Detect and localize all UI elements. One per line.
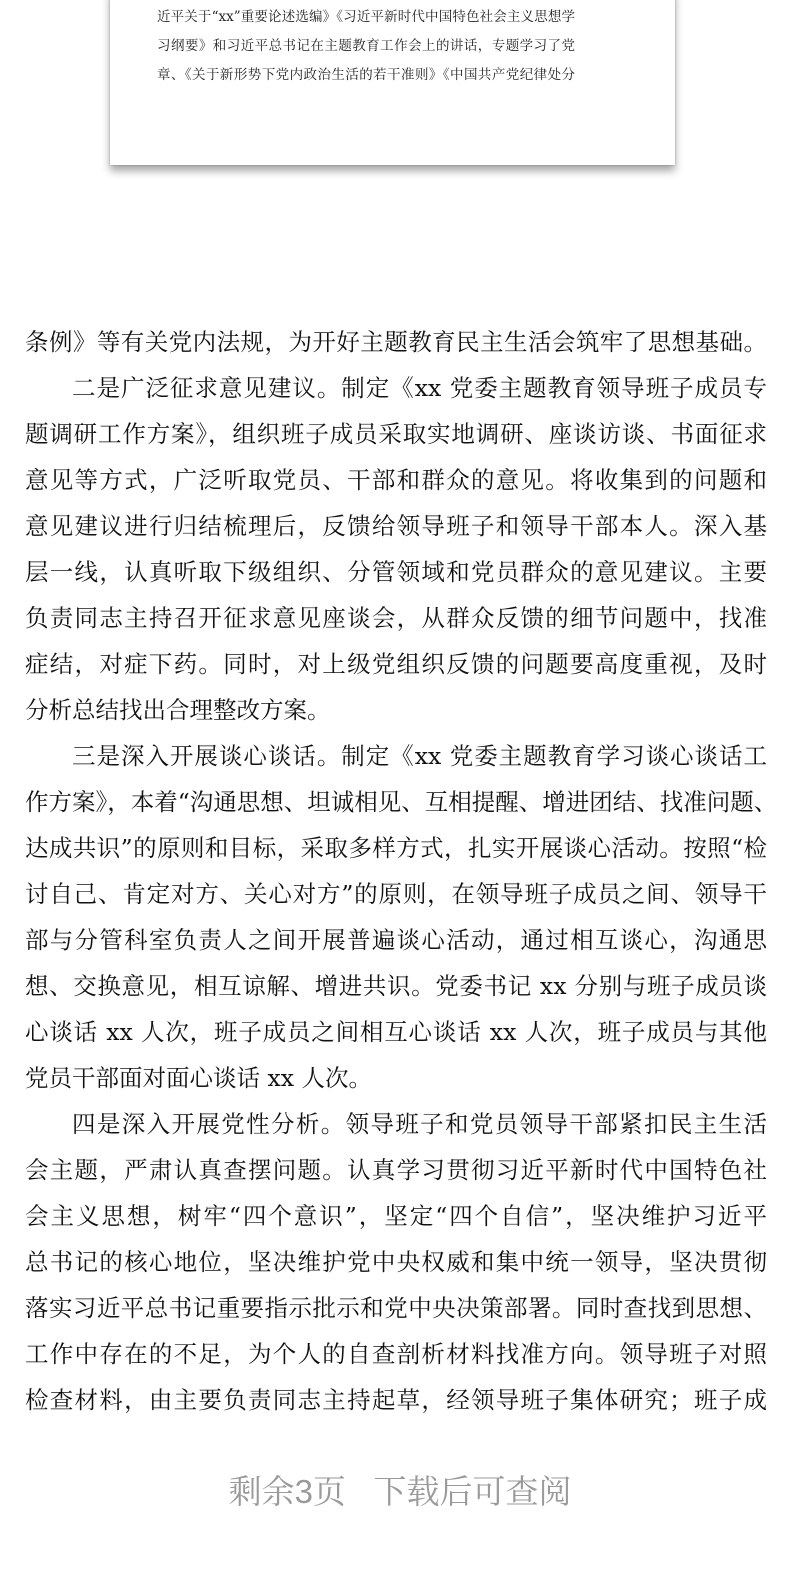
text-line: 检查材料，由主要负责同志主持起草，经领导班子集体研究；班子成 — [25, 1386, 767, 1414]
text-line: 负责同志主持召开征求意见座谈会，从群众反馈的细节问题中，找准 — [25, 604, 767, 632]
text-line: 层一线，认真听取下级组织、分管领域和党员群众的意见建议。主要 — [25, 558, 767, 586]
text-line: 达成共识”的原则和目标，采取多样方式，扎实开展谈心活动。按照“检 — [25, 834, 767, 862]
text-line: 想、交换意见，相互谅解、增进共识。党委书记 xx 分别与班子成员谈 — [25, 972, 767, 1000]
text-line: 心谈话 xx 人次，班子成员之间相互心谈话 xx 人次，班子成员与其他 — [25, 1018, 767, 1046]
text-line: 题调研工作方案》，组织班子成员采取实地调研、座谈访谈、书面征求 — [25, 420, 767, 448]
text-line: 落实习近平总书记重要指示批示和党中央决策部署。同时查找到思想、 — [25, 1294, 767, 1322]
text-line: 作方案》，本着“沟通思想、坦诚相见、互相提醒、增进团结、找准问题、 — [25, 788, 778, 816]
text-line: 工作中存在的不足，为个人的自查剖析材料找准方向。领导班子对照 — [25, 1340, 767, 1368]
download-to-read-prompt[interactable] — [0, 1466, 800, 1513]
paragraph-start-line: 三是深入开展谈心谈话。制定《xx 党委主题教育学习谈心谈话工 — [72, 742, 767, 770]
text-line: 意见建议进行归结梳理后，反馈给领导班子和领导干部本人。深入基 — [25, 512, 767, 540]
text-line: 症结，对症下药。同时，对上级党组织反馈的问题要高度重视，及时 — [25, 650, 767, 678]
card-text-line: 章、《关于新形势下党内政治生活的若干准则》《中国共产党纪律处分 — [157, 67, 575, 83]
card-text-line: 习纲要》和习近平总书记在主题教育工作会上的讲话，专题学习了党 — [157, 38, 575, 54]
paragraph-end-line: 党员干部面对面心谈话 xx 人次。 — [25, 1064, 372, 1092]
text-line: 总书记的核心地位，坚决维护党中央权威和集中统一领导，坚决贯彻 — [25, 1248, 767, 1276]
card-text-line: 近平关于“xx”重要论述选编》《习近平新时代中国特色社会主义思想学 — [157, 9, 575, 25]
preview-page-card — [110, 0, 675, 165]
paragraph-end-line: 分析总结找出合理整改方案。 — [25, 696, 331, 724]
text-line: 讨自己、肯定对方、关心对方”的原则，在领导班子成员之间、领导干 — [25, 880, 767, 908]
text-line: 条例》等有关党内法规，为开好主题教育民主生活会筑牢了思想基础。 — [25, 328, 767, 356]
remaining-pages-text: 剩余3页 — [228, 1473, 346, 1510]
download-hint-text: 下载后可查阅 — [373, 1473, 572, 1510]
paragraph-start-line: 四是深入开展党性分析。领导班子和党员领导干部紧扣民主生活 — [72, 1110, 767, 1138]
text-line: 会主题，严肃认真查摆问题。认真学习贯彻习近平新时代中国特色社 — [25, 1156, 767, 1184]
paragraph-start-line: 二是广泛征求意见建议。制定《xx 党委主题教育领导班子成员专 — [72, 374, 767, 402]
text-line: 意见等方式，广泛听取党员、干部和群众的意见。将收集到的问题和 — [25, 466, 767, 494]
text-line: 部与分管科室负责人之间开展普遍谈心活动，通过相互谈心，沟通思 — [25, 926, 767, 954]
document-body — [25, 319, 778, 1423]
text-line: 会主义思想，树牢“四个意识”，坚定“四个自信”，坚决维护习近平 — [25, 1202, 767, 1230]
